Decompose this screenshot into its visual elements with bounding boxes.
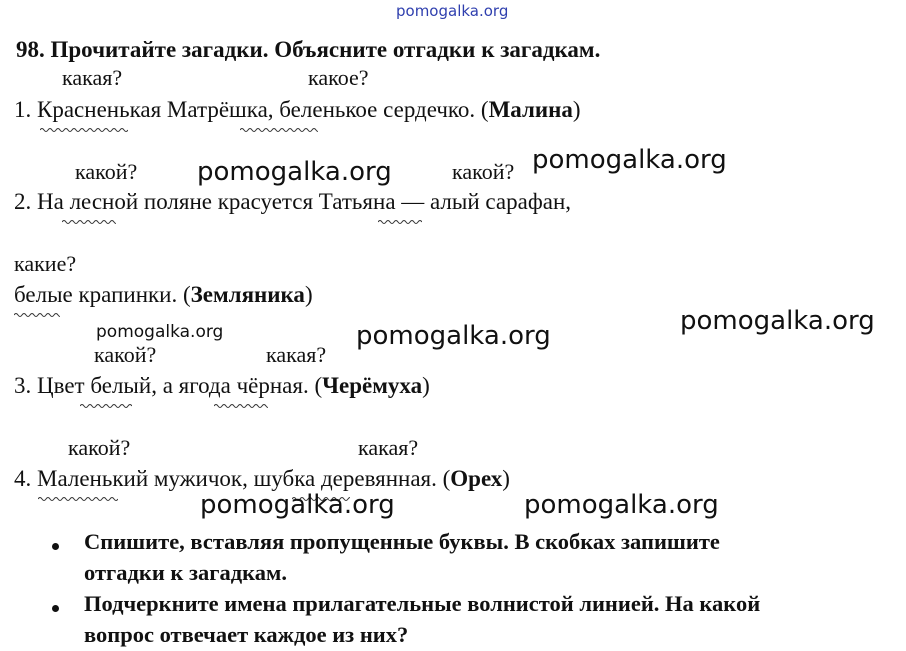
riddle-answer: Орех bbox=[450, 466, 503, 491]
task-1-line-1: Спишите, вставляя пропущенные буквы. В скобках запишите bbox=[84, 529, 720, 554]
question-label: какие? bbox=[14, 251, 77, 276]
task-1-line-2: отгадки к загадкам. bbox=[84, 560, 287, 585]
watermark-text: pomogalka.org bbox=[356, 321, 551, 351]
question-label: какая? bbox=[62, 65, 123, 90]
riddle-2-line-2 bbox=[14, 282, 313, 308]
wavy-underline bbox=[14, 311, 60, 319]
watermark-text: pomogalka.org bbox=[524, 490, 719, 520]
question-label: какой? bbox=[75, 159, 138, 184]
wavy-underline bbox=[378, 218, 422, 226]
riddle-3-line bbox=[14, 373, 430, 399]
wavy-underline bbox=[40, 126, 128, 134]
question-label: какой? bbox=[68, 435, 131, 460]
exercise-title: 98. Прочитайте загадки. Объясните отгадки к загадкам. bbox=[16, 37, 601, 62]
riddle-close: ) bbox=[304, 282, 313, 307]
riddle-answer: Малина bbox=[488, 97, 573, 122]
watermark-text: pomogalka.org bbox=[200, 490, 395, 520]
task-2-line-1: Подчеркните имена прилагательные волнистой линией. На какой bbox=[84, 591, 761, 616]
riddle-close: ) bbox=[422, 373, 430, 398]
site-header-watermark[interactable]: pomogalka.org bbox=[396, 2, 509, 20]
riddle-text: 3. Цвет белый, а ягода чёрная. ( bbox=[14, 373, 323, 398]
wavy-underline bbox=[240, 126, 318, 134]
riddle-close: ) bbox=[502, 466, 510, 491]
task-2-line-2: вопрос отвечает каждое из них? bbox=[84, 622, 409, 647]
question-label: какой? bbox=[452, 159, 515, 184]
riddle-answer: Черёмуха bbox=[322, 373, 423, 398]
wavy-underline bbox=[214, 402, 268, 410]
question-label: какое? bbox=[308, 65, 369, 90]
bullet-icon bbox=[52, 543, 59, 550]
wavy-underline bbox=[62, 218, 116, 226]
riddle-answer: Земляника bbox=[190, 282, 305, 307]
question-label: какая? bbox=[266, 342, 327, 367]
watermark-text: pomogalka.org bbox=[532, 145, 727, 175]
watermark-text: pomogalka.org bbox=[197, 157, 392, 187]
wavy-underline bbox=[38, 495, 118, 503]
riddle-text: белые крапинки. ( bbox=[14, 282, 191, 307]
bullet-icon bbox=[52, 605, 59, 612]
riddle-text: 1. Красненькая Матрёшка, беленькое сердечко. ( bbox=[14, 97, 489, 122]
riddle-1-line bbox=[14, 97, 581, 123]
riddle-text: 4. Маленький мужичок, шубка деревянная. ( bbox=[14, 466, 451, 491]
wavy-underline bbox=[80, 402, 132, 410]
riddle-2-line: 2. На лесной поляне красуется Татьяна — алый сарафан, bbox=[14, 189, 571, 214]
watermark-text: pomogalka.org bbox=[96, 322, 224, 342]
watermark-text: pomogalka.org bbox=[680, 306, 875, 336]
question-label: какая? bbox=[358, 435, 419, 460]
riddle-4-line bbox=[14, 466, 510, 492]
riddle-close: ) bbox=[572, 97, 581, 122]
question-label: какой? bbox=[94, 342, 157, 367]
